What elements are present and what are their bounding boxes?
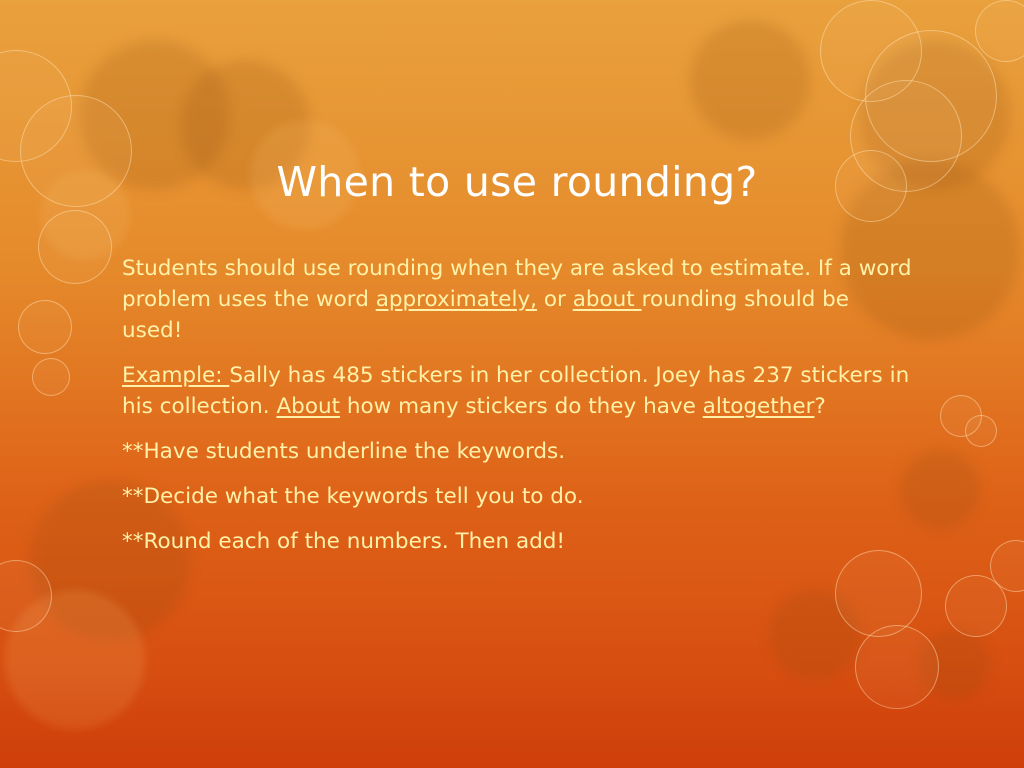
keyword-about: about	[572, 287, 642, 312]
keyword-about-example: About	[276, 394, 341, 419]
p2-text-b: how many stickers do they have	[340, 394, 703, 419]
p1-text-b: or	[537, 287, 573, 312]
p2-text-a: Sally has 485 stickers in her collection. Joey has 237 stickers in his collection.	[122, 363, 910, 419]
slide-body	[122, 253, 912, 571]
keyword-altogether: altogether	[702, 394, 815, 419]
slide-title: When to use rounding?	[276, 158, 758, 206]
instruction-underline-keywords: **Have students underline the keywords.	[122, 439, 566, 464]
p2-text-c: ?	[814, 394, 826, 419]
keyword-approximately: approximately,	[375, 287, 538, 312]
paragraph-rounding-usage	[122, 253, 912, 346]
example-label: Example:	[122, 363, 230, 388]
instruction-round-and-add: **Round each of the numbers. Then add!	[122, 529, 566, 554]
p1-text-c: rounding should be used!	[122, 287, 850, 343]
paragraph-example	[122, 360, 912, 422]
bottom-gradient-band	[0, 673, 1024, 768]
instruction-decide-keywords: **Decide what the keywords tell you to do.	[122, 484, 584, 509]
p1-text-a: Students should use rounding when they are asked to estimate. If a word problem uses the word	[122, 256, 912, 312]
